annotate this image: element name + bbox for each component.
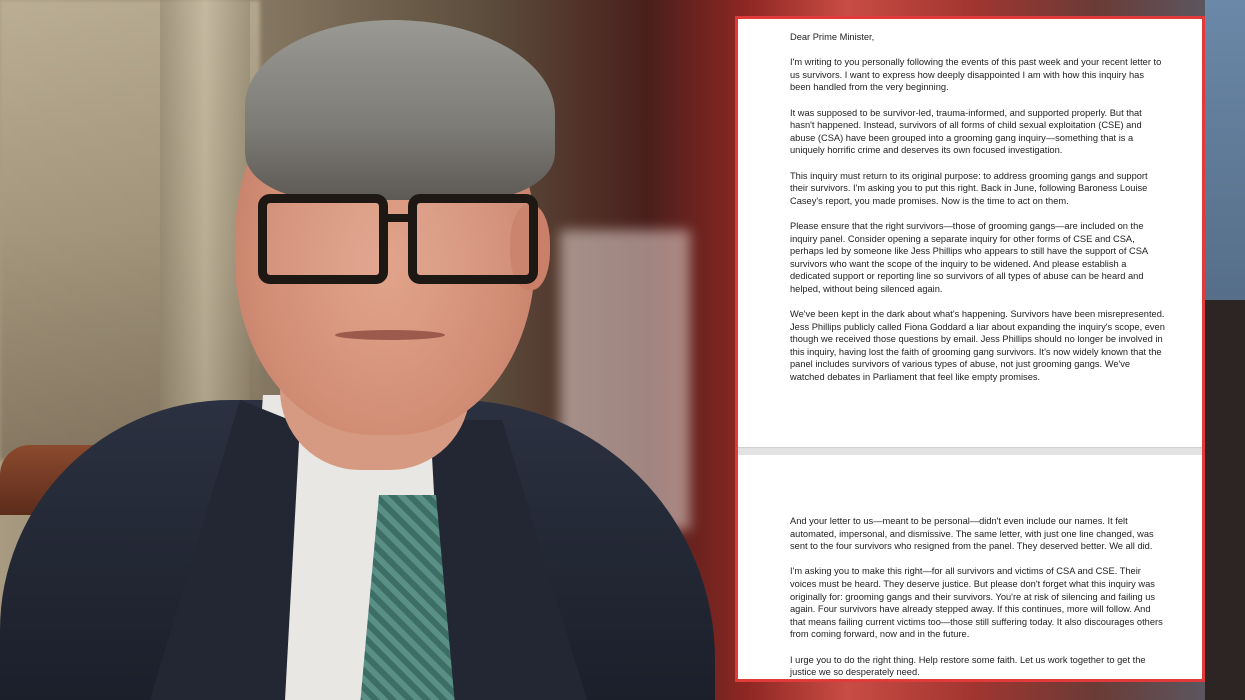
- letter-paragraph: And your letter to us—meant to be personal—didn't even include our names. It felt automated, impersonal, and dismissive. The same letter, with just one line changed, was sent to the four survivors who resigned from the panel. They deserved better. We all did.: [790, 516, 1154, 552]
- letter-page-1-text: [790, 31, 1166, 396]
- lens-right: [408, 194, 538, 284]
- background-shadow: [1205, 300, 1245, 700]
- letter-page-2: [738, 455, 1202, 682]
- letter-paragraph: I'm writing to you personally following the events of this past week and your recent letter to us survivors. I want to express how deeply disappointed I am with how this inquiry has been handled from the very beginning.: [790, 57, 1162, 93]
- letter-paragraph: I urge you to do the right thing. Help restore some faith. Let us work together to get the justice we so desperately need.: [790, 654, 1146, 678]
- mouth: [335, 330, 445, 340]
- letter-paragraph: This inquiry must return to its original purpose: to address grooming gangs and support their survivors. I'm asking you to put this right. Back in June, following Baroness Louise Casey's report, you made promises. Now is the time to act on them.: [790, 170, 1148, 206]
- lens-left: [258, 194, 388, 284]
- letter-page-1: [738, 19, 1202, 447]
- letter-paragraph: Dear Prime Minister,: [790, 32, 875, 42]
- hair: [245, 20, 555, 200]
- letter-document: [735, 16, 1205, 682]
- glasses-icon: [258, 188, 528, 278]
- letter-paragraph: We've been kept in the dark about what's happening. Survivors have been misrepresented. Jess Phillips publicly called Fiona Goddard a liar about expanding the inquiry's scope, even though we received those questions by email. Jess Phillips should no longer be involved in this inquiry, having lost the faith of grooming gang survivors. It's now widely known that the panel includes survivors of various types of abuse, not just grooming gangs. We've watched debates in Parliament that feel like empty promises.: [790, 309, 1165, 383]
- letter-page-2-text: [790, 515, 1166, 682]
- letter-paragraph: Please ensure that the right survivors—those of grooming gangs—are included on the inquiry panel. Consider opening a separate inquiry for other forms of CSE and CSA, perhaps led by someone like Jess Phillips who appears to still have the support of CSA survivors who want the scope of the inquiry to be widened. And please establish a dedicated support or reporting line so survivors of all types of abuse can be heard and helped, without being silenced again.: [790, 220, 1148, 294]
- letter-paragraph: It was supposed to be survivor-led, trauma-informed, and supported properly. But that hasn't happened. Instead, survivors of all forms of child sexual exploitation (CSE) and abuse (CSA) have been grouped into a grooming gang inquiry—something that is a uniquely horrific crime and deserves its own focused investigation.: [790, 107, 1142, 156]
- letter-paragraph: I'm asking you to make this right—for all survivors and victims of CSA and CSE. Their voices must be heard. They deserve justice. But please don't forget what this inquiry was originally for: grooming gangs and their survivors. You're at risk of silencing and failing us again. Four survivors have already stepped away. If this continues, more will follow. And that means failing current victims too—those still suffering today. It also discourages others from coming forward, now and in the future.: [790, 566, 1163, 640]
